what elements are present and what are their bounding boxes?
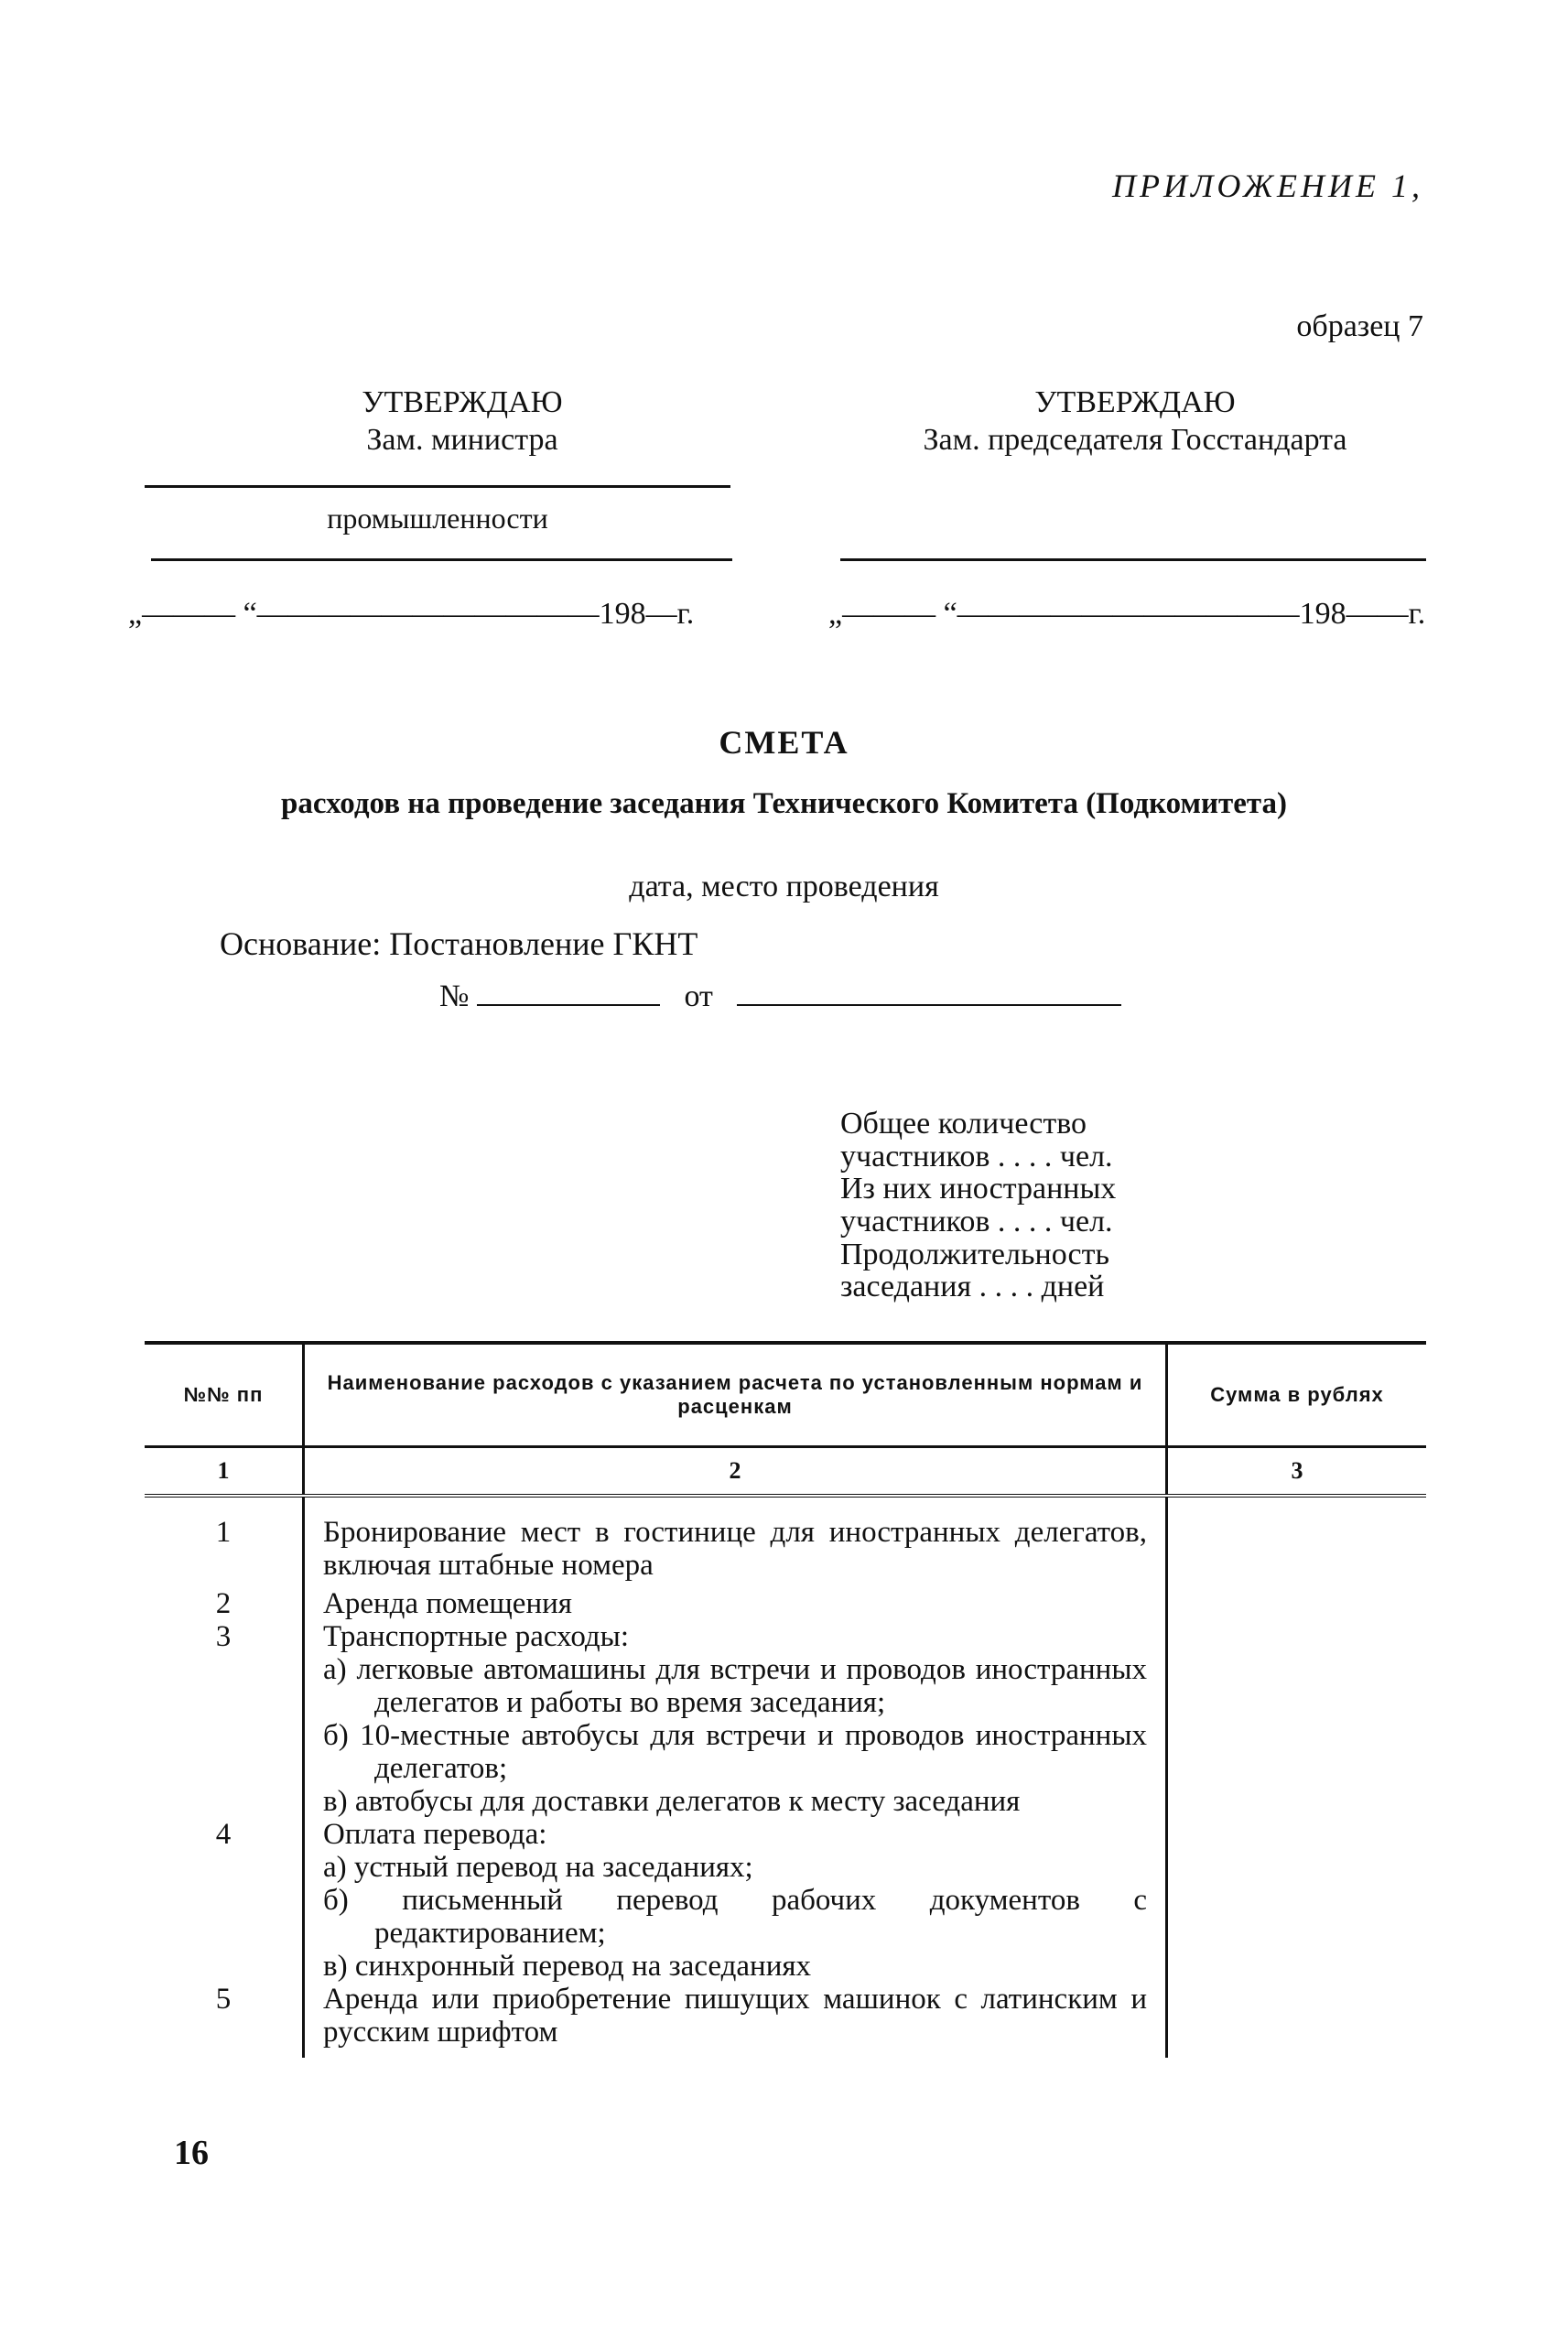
- row-sum: [1167, 1496, 1427, 1587]
- row-line: Аренда помещения: [323, 1587, 572, 1620]
- row-description: [304, 1620, 1167, 1818]
- table-row: [145, 1587, 1426, 1620]
- row-number: 2: [215, 1587, 232, 1620]
- table-header-row: [145, 1343, 1426, 1447]
- approval-right-title: УТВЕРЖДАЮ: [1034, 385, 1236, 419]
- number-row: [439, 979, 1121, 1014]
- count-line: участников . . . . чел.: [840, 1139, 1113, 1173]
- row-line: Оплата перевода:: [323, 1818, 547, 1851]
- row-subitem: б) 10-местные автобусы для встречи и проводов иностранных делегатов;: [323, 1719, 1147, 1785]
- approval-right-position: Зам. председателя Госстандарта: [923, 422, 1347, 457]
- number-label: №: [439, 979, 470, 1013]
- approval-left-title: УТВЕРЖДАЮ: [362, 385, 563, 419]
- count-line: участников . . . . чел.: [840, 1205, 1113, 1239]
- table-row: [145, 1983, 1426, 2058]
- document-title: СМЕТА: [719, 724, 849, 761]
- row-description: [304, 1983, 1167, 2058]
- signature-line-left-2: [151, 558, 732, 561]
- table-row: [145, 1818, 1426, 1983]
- participant-counts: [840, 1108, 1116, 1303]
- table-row: [145, 1496, 1426, 1587]
- from-label: от: [684, 979, 713, 1013]
- column-number: 3: [1167, 1447, 1427, 1497]
- count-line: заседания . . . . дней: [840, 1270, 1105, 1304]
- row-line: Аренда или приобретение пишущих машинок с латинским и русским шрифтом: [323, 1983, 1147, 2049]
- column-number: 1: [145, 1447, 304, 1497]
- row-subitem: в) синхронный перевод на заседаниях: [323, 1950, 812, 1983]
- row-number: 5: [215, 1983, 232, 2016]
- approval-left: [192, 384, 732, 460]
- row-line: Бронирование мест в гостинице для иностранных делегатов, включая штабные номера: [323, 1516, 1147, 1582]
- row-subitem: а) легковые автомашины для встречи и проводов иностранных делегатов и работы во время заседания;: [323, 1653, 1147, 1719]
- row-description: [304, 1496, 1167, 1587]
- count-line: Продолжительность: [840, 1237, 1109, 1271]
- row-sum: [1167, 1983, 1427, 2058]
- row-sum: [1167, 1818, 1427, 1983]
- appendix-label: ПРИЛОЖЕНИЕ 1,: [1112, 168, 1423, 204]
- from-blank: [737, 1003, 1121, 1006]
- count-line: Из них иностранных: [840, 1172, 1117, 1206]
- table-row: [145, 1620, 1426, 1818]
- approval-right: [842, 384, 1428, 460]
- row-subitem: а) устный перевод на заседаниях;: [323, 1851, 753, 1884]
- row-subitem: в) автобусы для доставки делегатов к месту заседания: [323, 1785, 1021, 1818]
- row-number: 3: [215, 1620, 232, 1653]
- row-line: Транспортные расходы:: [323, 1620, 630, 1653]
- header-sum: Сумма в рублях: [1167, 1343, 1427, 1447]
- row-subitem: б) письменный перевод рабочих документов с редактированием;: [323, 1884, 1147, 1950]
- row-sum: [1167, 1587, 1427, 1620]
- basis-line: Основание: Постановление ГКНТ: [220, 925, 698, 962]
- row-number: 4: [215, 1818, 232, 1851]
- row-sum: [1167, 1620, 1427, 1818]
- header-description: Наименование расходов с указанием расчета по установленным нормам и расценкам: [304, 1343, 1167, 1447]
- document-subtitle: расходов на проведение заседания Технического Комитета (Подкомитета): [281, 787, 1287, 820]
- approval-right-date: „——— “———————————198——г.: [828, 597, 1426, 631]
- date-place-caption: дата, место проведения: [629, 870, 939, 903]
- row-description: [304, 1818, 1167, 1983]
- count-line: Общее количество: [840, 1107, 1087, 1141]
- approval-left-position: Зам. министра: [366, 422, 558, 457]
- row-number: 1: [215, 1516, 232, 1549]
- signature-line-right: [840, 558, 1426, 561]
- column-number: 2: [304, 1447, 1167, 1497]
- page-number: 16: [174, 2134, 209, 2172]
- number-blank: [477, 1003, 660, 1006]
- column-number-row: [145, 1447, 1426, 1497]
- header-number: №№ пп: [145, 1343, 304, 1447]
- signature-line-left-1: [145, 485, 730, 488]
- row-description: [304, 1587, 1167, 1620]
- approval-left-date: „——— “———————————198—г.: [128, 597, 695, 631]
- sample-label: образец 7: [1296, 309, 1423, 343]
- approval-left-industry: промышленности: [327, 502, 548, 535]
- estimate-table: [145, 1341, 1426, 2058]
